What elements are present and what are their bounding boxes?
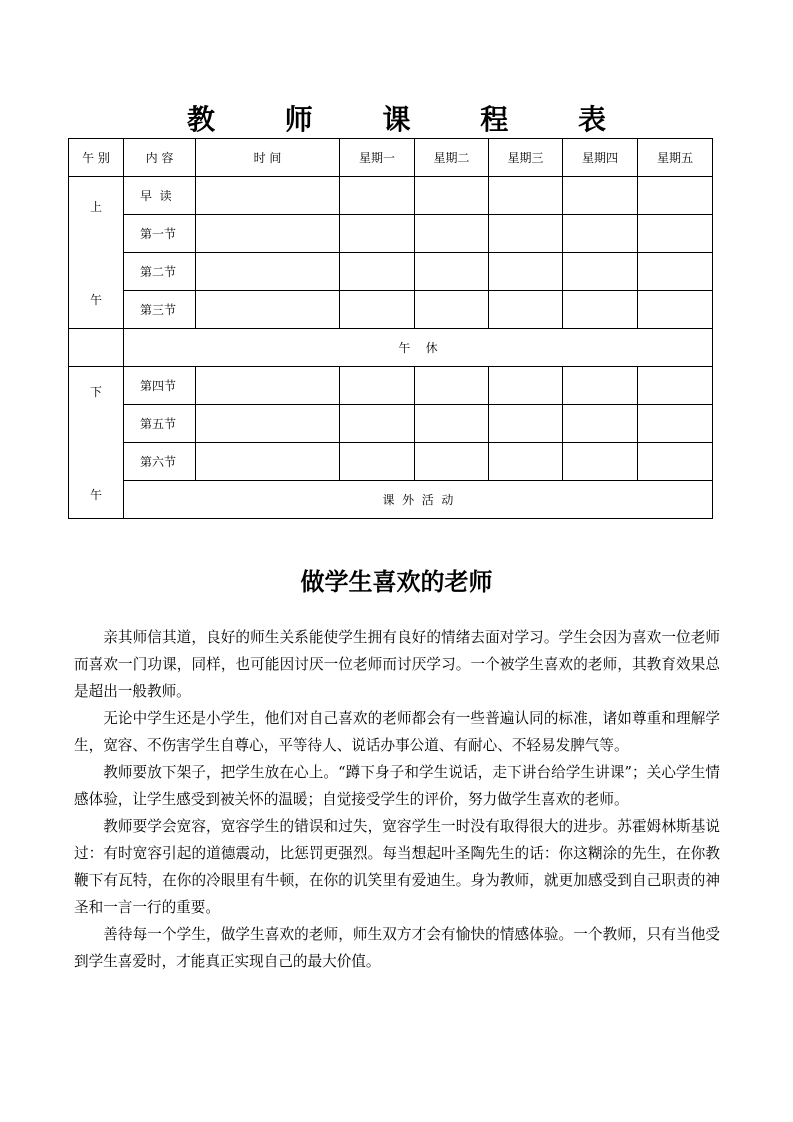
schedule-cell[interactable]	[638, 405, 713, 443]
table-row	[69, 443, 713, 481]
article-body	[74, 624, 720, 975]
noon-break-row	[69, 329, 713, 367]
schedule-cell[interactable]	[415, 367, 489, 405]
activity-row	[69, 481, 713, 519]
afternoon-label-bottom: 午	[89, 487, 102, 502]
table-row	[69, 405, 713, 443]
header-cell: 午 别	[69, 139, 124, 177]
schedule-cell[interactable]	[638, 253, 713, 291]
schedule-cell[interactable]	[340, 405, 415, 443]
schedule-cell[interactable]	[415, 253, 489, 291]
period-name: 第二节	[124, 253, 196, 291]
header-row	[69, 139, 713, 177]
activity-label: 课 外 活 动	[124, 481, 713, 519]
time-cell[interactable]	[196, 177, 340, 215]
table-row	[69, 215, 713, 253]
header-cell: 星期二	[415, 139, 489, 177]
schedule-cell[interactable]	[563, 177, 638, 215]
schedule-cell[interactable]	[638, 291, 713, 329]
period-name: 第三节	[124, 291, 196, 329]
schedule-cell[interactable]	[489, 367, 563, 405]
header-cell: 内 容	[124, 139, 196, 177]
schedule-cell[interactable]	[563, 367, 638, 405]
time-cell[interactable]	[196, 405, 340, 443]
schedule-cell[interactable]	[489, 215, 563, 253]
afternoon-label-cell	[69, 367, 124, 519]
schedule-cell[interactable]	[489, 443, 563, 481]
period-name: 第六节	[124, 443, 196, 481]
schedule-cell[interactable]	[489, 291, 563, 329]
schedule-cell[interactable]	[638, 177, 713, 215]
schedule-cell[interactable]	[563, 443, 638, 481]
schedule-cell[interactable]	[415, 291, 489, 329]
schedule-cell[interactable]	[638, 443, 713, 481]
schedule-cell[interactable]	[340, 253, 415, 291]
table-row	[69, 253, 713, 291]
schedule-cell[interactable]	[563, 215, 638, 253]
afternoon-label-top: 下	[89, 384, 102, 399]
schedule-cell[interactable]	[638, 367, 713, 405]
period-name: 第一节	[124, 215, 196, 253]
schedule-cell[interactable]	[340, 215, 415, 253]
article-paragraph: 无论中学生还是小学生，他们对自己喜欢的老师都会有一些普遍认同的标准，诸如尊重和理解学生，宽容、不伤害学生自尊心，平等待人、说话办事公道、有耐心、不轻易发脾气等。	[74, 710, 720, 754]
header-cell: 时 间	[196, 139, 340, 177]
schedule-cell[interactable]	[415, 405, 489, 443]
schedule-cell[interactable]	[638, 215, 713, 253]
schedule-cell[interactable]	[489, 253, 563, 291]
time-cell[interactable]	[196, 215, 340, 253]
schedule-cell[interactable]	[563, 405, 638, 443]
time-cell[interactable]	[196, 291, 340, 329]
schedule-cell[interactable]	[489, 405, 563, 443]
article-paragraph: 教师要放下架子，把学生放在心上。“蹲下身子和学生说话，走下讲台给学生讲课”；关心学生情感体验，让学生感受到被关怀的温暖；自觉接受学生的评价，努力做学生喜欢的老师。	[74, 764, 720, 808]
header-cell: 星期一	[340, 139, 415, 177]
period-name: 第四节	[124, 367, 196, 405]
schedule-cell[interactable]	[415, 443, 489, 481]
article-title: 做学生喜欢的老师	[300, 568, 493, 596]
schedule-cell[interactable]	[340, 177, 415, 215]
table-row	[69, 367, 713, 405]
article-paragraph: 亲其师信其道，良好的师生关系能使学生拥有良好的情绪去面对学习。学生会因为喜欢一位老师而喜欢一门功课，同样，也可能因讨厌一位老师而讨厌学习。一个被学生喜欢的老师，其教育效果总是超出一般教师。	[74, 629, 720, 700]
blank-cell	[69, 329, 124, 367]
schedule-title: 教 师 课 程 表	[187, 103, 636, 136]
table-row	[69, 177, 713, 215]
period-name: 第五节	[124, 405, 196, 443]
header-cell: 星期五	[638, 139, 713, 177]
header-cell: 星期三	[489, 139, 563, 177]
schedule-cell[interactable]	[340, 367, 415, 405]
table-row	[69, 291, 713, 329]
morning-label-bottom: 午	[89, 292, 102, 307]
schedule-cell[interactable]	[563, 253, 638, 291]
header-cell: 星期四	[563, 139, 638, 177]
morning-label-cell	[69, 177, 124, 329]
morning-label-top: 上	[89, 199, 102, 214]
schedule-cell[interactable]	[415, 215, 489, 253]
schedule-cell[interactable]	[340, 291, 415, 329]
schedule-cell[interactable]	[340, 443, 415, 481]
schedule-cell[interactable]	[415, 177, 489, 215]
schedule-cell[interactable]	[563, 291, 638, 329]
period-name: 早 读	[124, 177, 196, 215]
noon-break-label: 午 休	[124, 329, 713, 367]
time-cell[interactable]	[196, 443, 340, 481]
time-cell[interactable]	[196, 367, 340, 405]
time-cell[interactable]	[196, 253, 340, 291]
schedule-table	[68, 138, 713, 519]
schedule-cell[interactable]	[489, 177, 563, 215]
article-paragraph: 善待每一个学生，做学生喜欢的老师，师生双方才会有愉快的情感体验。一个教师，只有当他受到学生喜爱时，才能真正实现自己的最大价值。	[74, 926, 720, 970]
article-paragraph: 教师要学会宽容，宽容学生的错误和过失，宽容学生一时没有取得很大的进步。苏霍姆林斯基说过：有时宽容引起的道德震动，比惩罚更强烈。每当想起叶圣陶先生的话：你这糊涂的先生，在你教鞭下有瓦特，在你的冷眼里有牛顿，在你的讥笑里有爱迪生。身为教师，就更加感受到自己职责的神圣和一言一行的重要。	[74, 818, 720, 916]
